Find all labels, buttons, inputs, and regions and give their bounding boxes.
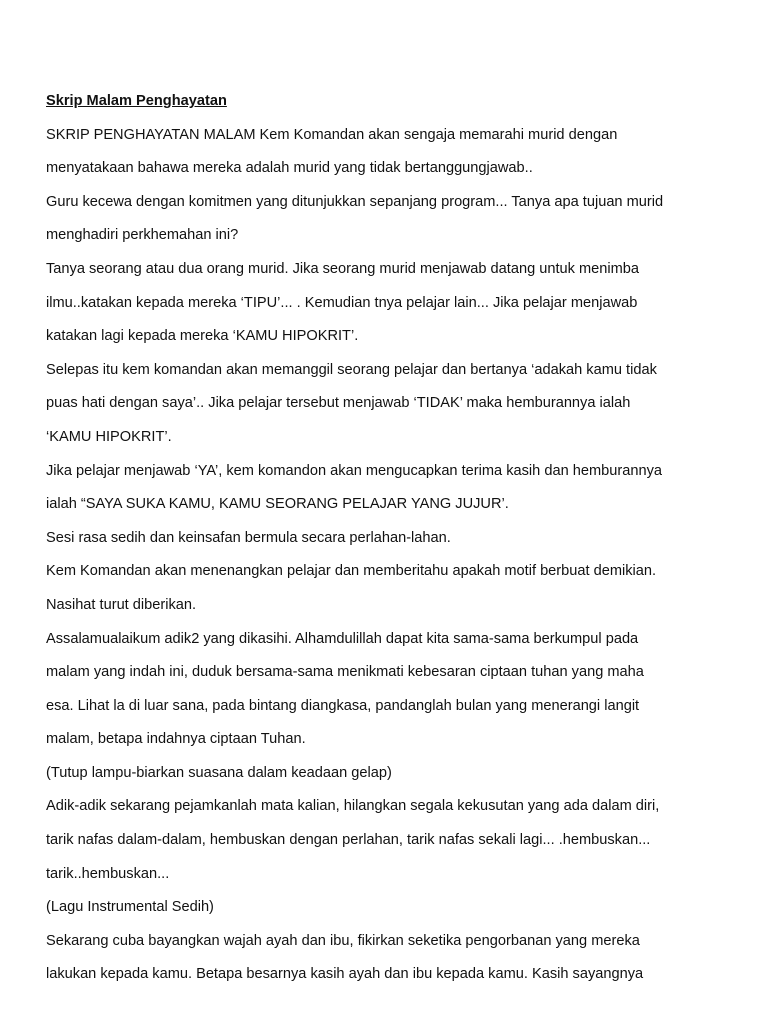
document-body [46, 85, 726, 992]
document-title: Skrip Malam Penghayatan [46, 93, 227, 109]
paragraph-line: menyatakaan bahawa mereka adalah murid yang tidak bertanggungjawab.. [46, 160, 533, 177]
paragraph-line: Adik-adik sekarang pejamkanlah mata kalian, hilangkan segala kekusutan yang ada dalam diri, [46, 798, 660, 815]
paragraph-line: Sekarang cuba bayangkan wajah ayah dan ibu, fikirkan seketika pengorbanan yang mereka [46, 932, 640, 949]
paragraph-line: Kem Komandan akan menenangkan pelajar dan memberitahu apakah motif berbuat demikian. [46, 563, 657, 580]
paragraph-line: tarik..hembuskan... [46, 865, 170, 882]
paragraph-line: SKRIP PENGHAYATAN MALAM Kem Komandan akan sengaja memarahi murid dengan [46, 126, 618, 143]
paragraph-line: puas hati dengan saya’.. Jika pelajar tersebut menjawab ‘TIDAK’ maka hemburannya ialah [46, 395, 631, 412]
paragraph-line: ialah “SAYA SUKA KAMU, KAMU SEORANG PELAJAR YANG JUJUR’. [46, 496, 509, 513]
paragraph-line: Tanya seorang atau dua orang murid. Jika seorang murid menjawab datang untuk menimba [46, 260, 640, 277]
paragraph-line: tarik nafas dalam-dalam, hembuskan dengan perlahan, tarik nafas sekali lagi... .hembuskan... [46, 832, 651, 849]
paragraph-line: (Tutup lampu-biarkan suasana dalam keadaan gelap) [46, 764, 392, 781]
paragraph-line: (Lagu Instrumental Sedih) [46, 899, 214, 916]
paragraph-line: Nasihat turut diberikan. [46, 596, 197, 613]
paragraph-line: malam yang indah ini, duduk bersama-sama menikmati kebesaran ciptaan tuhan yang maha [46, 664, 644, 681]
paragraph-line: Jika pelajar menjawab ‘YA’, kem komandon akan mengucapkan terima kasih dan hemburannya [46, 462, 662, 479]
paragraph-line: lakukan kepada kamu. Betapa besarnya kasih ayah dan ibu kepada kamu. Kasih sayangnya [46, 966, 644, 983]
paragraph-line: menghadiri perkhemahan ini? [46, 227, 239, 244]
paragraph-line: malam, betapa indahnya ciptaan Tuhan. [46, 731, 306, 748]
paragraph-line: esa. Lihat la di luar sana, pada bintang diangkasa, pandanglah bulan yang menerangi langit [46, 697, 640, 714]
paragraph-line: katakan lagi kepada mereka ‘KAMU HIPOKRIT’. [46, 328, 359, 345]
paragraph-line: ‘KAMU HIPOKRIT’. [46, 428, 172, 445]
paragraph-line: Guru kecewa dengan komitmen yang ditunjukkan sepanjang program... Tanya apa tujuan murid [46, 193, 664, 210]
paragraph-line: Assalamualaikum adik2 yang dikasihi. Alhamdulillah dapat kita sama-sama berkumpul pada [46, 630, 639, 647]
paragraph-line: Sesi rasa sedih dan keinsafan bermula secara perlahan-lahan. [46, 529, 451, 546]
paragraph-line: ilmu..katakan kepada mereka ‘TIPU’... . Kemudian tnya pelajar lain... Jika pelajar menjawab [46, 294, 638, 311]
paragraph-line: Selepas itu kem komandan akan memanggil seorang pelajar dan bertanya ‘adakah kamu tidak [46, 361, 657, 378]
